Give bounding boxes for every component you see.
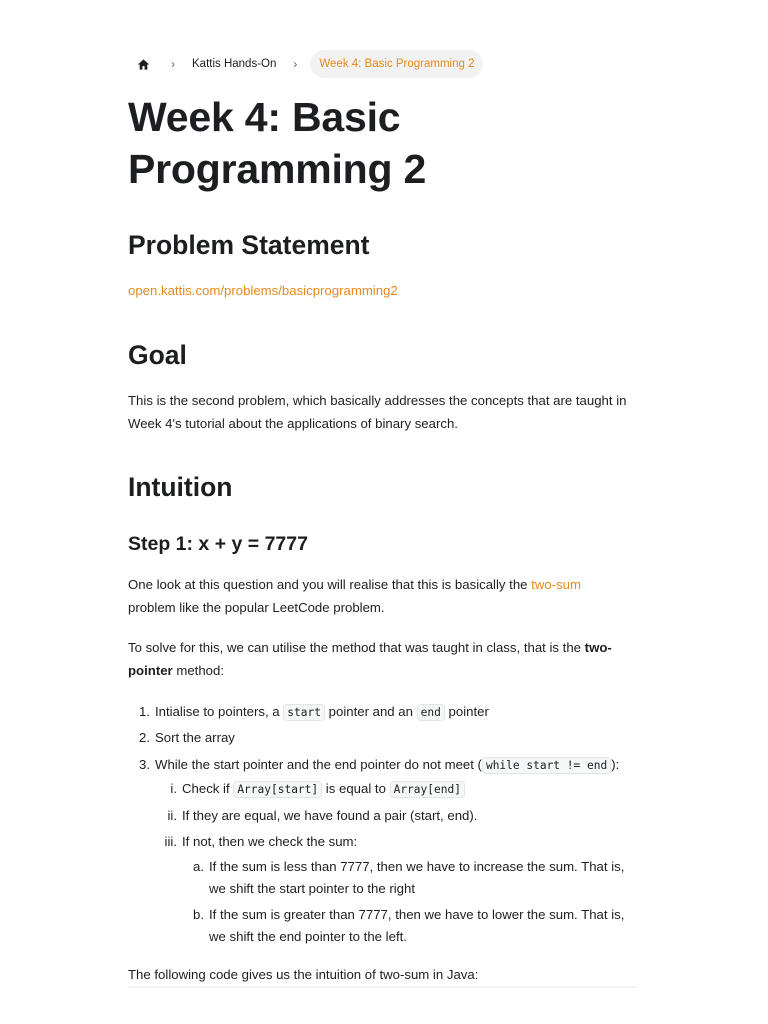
- goal-heading: Goal: [128, 340, 187, 370]
- list-marker: 2.: [139, 730, 150, 745]
- closing-paragraph: The following code gives us the intuition of two-sum in Java:: [128, 967, 479, 982]
- text-run: Intialise to pointers, a: [155, 704, 284, 719]
- bold-run: pointer: [128, 663, 173, 678]
- list-item-line: we shift the end pointer to the left.: [209, 929, 407, 944]
- text-run: is equal to: [322, 781, 390, 796]
- text-run: One look at this question and you will realise that this is basically the: [128, 577, 532, 592]
- problem-statement-heading: Problem Statement: [128, 230, 370, 260]
- home-icon[interactable]: [128, 50, 158, 78]
- text-run: method:: [172, 663, 225, 678]
- page-title: Week 4: Basic Programming 2: [128, 94, 427, 192]
- text-run: ):: [611, 757, 620, 772]
- code-block-top-edge: [128, 986, 636, 988]
- list-item-line: we shift the start pointer to the right: [209, 881, 415, 896]
- list-item-line: If the sum is greater than 7777, then we have to lower the sum. That is,: [209, 907, 625, 922]
- list-item-text: If they are equal, we have found a pair (start, end).: [182, 808, 478, 823]
- text-run: problem like the popular LeetCode problem.: [128, 600, 385, 615]
- list-marker: iii.: [164, 834, 177, 849]
- list-item-text: Sort the array: [155, 730, 235, 745]
- text-run: pointer: [444, 704, 489, 719]
- list-item-text: [155, 753, 619, 777]
- intuition-paragraph-1: [128, 573, 638, 619]
- list-marker: i.: [170, 781, 177, 796]
- bold-run: two-: [584, 640, 612, 655]
- two-sum-link[interactable]: two-sum: [531, 577, 581, 592]
- text-run: While the start pointer and the end pointer do not meet (: [155, 757, 482, 772]
- list-marker: 1.: [139, 704, 150, 719]
- problem-link[interactable]: open.kattis.com/problems/basicprogramming2: [128, 283, 398, 298]
- intuition-heading: Intuition: [128, 472, 233, 502]
- goal-text: This is the second problem, which basically addresses the concepts that are taught in Week 4's tutorial about the applications of binary search.: [128, 393, 627, 431]
- list-marker: a.: [193, 859, 204, 874]
- code-array-start: Array[start]: [233, 781, 322, 798]
- code-array-end: Array[end]: [390, 781, 465, 798]
- text-run: Check if: [182, 781, 234, 796]
- breadcrumb-kattis-hands-on[interactable]: Kattis Hands-On: [192, 58, 277, 70]
- intuition-paragraph-2: [128, 636, 638, 682]
- home-glyph: [137, 58, 150, 71]
- code-start: start: [283, 704, 325, 721]
- list-item-text: [182, 777, 465, 801]
- breadcrumb-current-page[interactable]: Week 4: Basic Programming 2: [310, 50, 483, 78]
- chevron-right-icon: ›: [171, 57, 175, 71]
- code-end: end: [417, 704, 445, 721]
- list-item-text: [155, 700, 489, 724]
- breadcrumb: [128, 50, 483, 78]
- text-run: To solve for this, we can utilise the method that was taught in class, that is the: [128, 640, 585, 655]
- list-marker: b.: [193, 907, 204, 922]
- text-run: pointer and an: [324, 704, 417, 719]
- problem-link-paragraph: [128, 279, 638, 302]
- chevron-right-icon: ›: [293, 57, 298, 71]
- code-while: while start != end: [482, 757, 611, 774]
- list-marker: ii.: [167, 808, 177, 823]
- list-marker: 3.: [139, 757, 150, 772]
- list-item-line: If the sum is less than 7777, then we have to increase the sum. That is,: [209, 859, 625, 874]
- list-item-text: If not, then we check the sum:: [182, 834, 358, 849]
- step1-heading: Step 1: x + y = 7777: [128, 533, 308, 555]
